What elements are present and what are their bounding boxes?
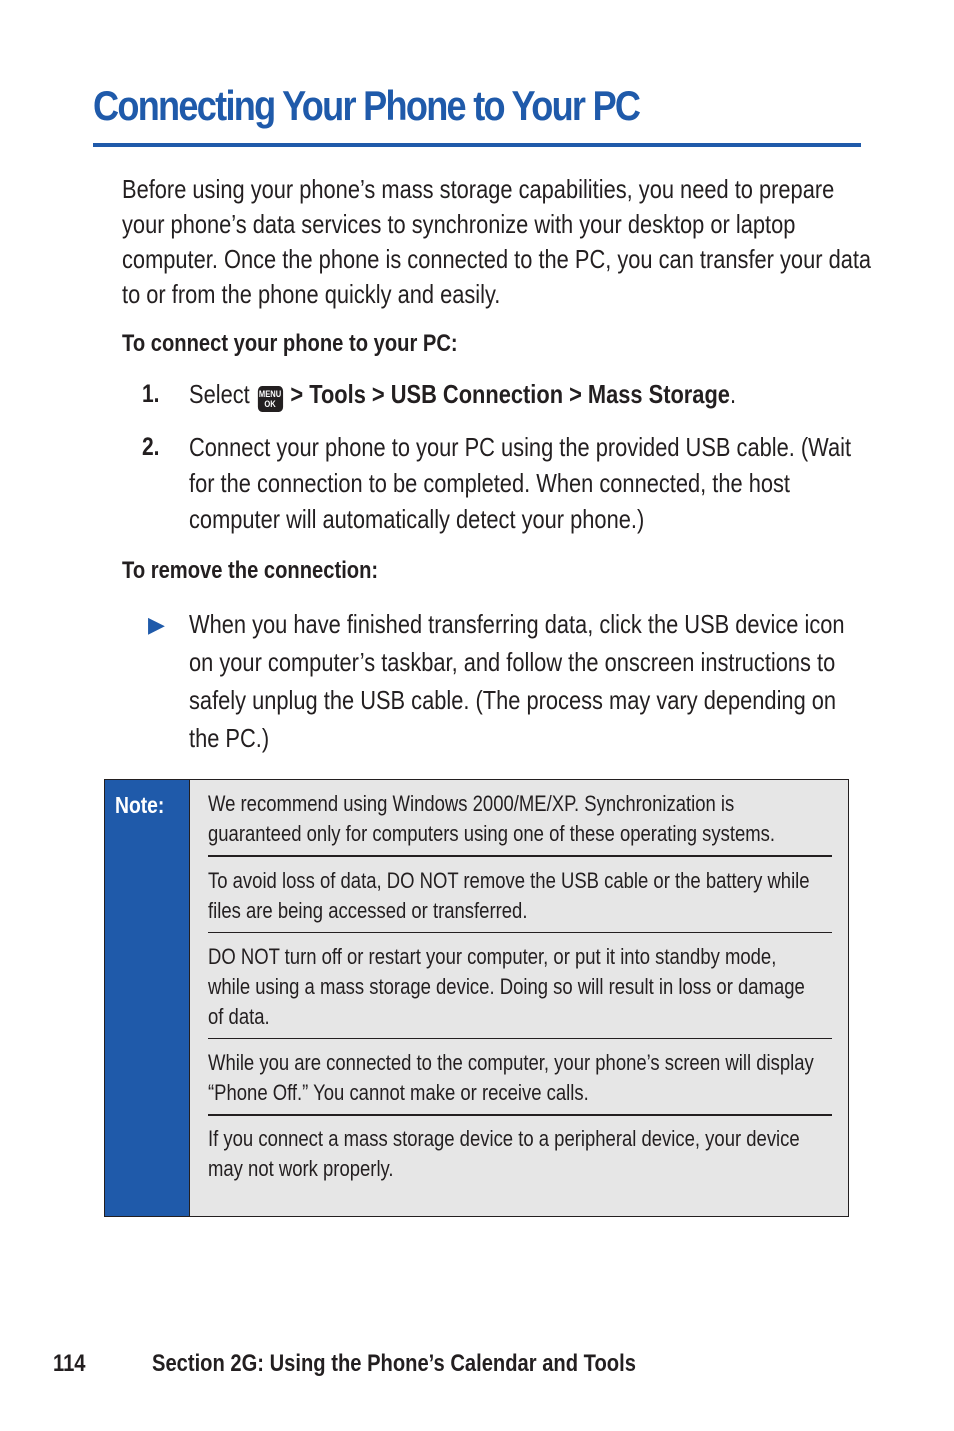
intro-line: your phone’s data services to synchronize with your desktop or laptop — [122, 209, 796, 239]
title-rule — [93, 143, 861, 147]
bullet-line: on your computer’s taskbar, and follow the onscreen instructions to — [189, 647, 836, 677]
bullet-arrow-icon: ▶ — [148, 612, 165, 637]
step-number: 1. — [142, 380, 160, 408]
bullet-text — [189, 605, 845, 757]
note-item: We recommend using Windows 2000/ME/XP. Synchronization is guaranteed only for computers using one of these operating systems. — [208, 791, 776, 846]
step-1-prefix: Select — [189, 379, 250, 409]
note-divider — [208, 1114, 832, 1116]
bullet-line: safely unplug the USB cable. (The process may vary depending on — [189, 685, 837, 715]
step-2-line: for the connection to be completed. When connected, the host — [189, 468, 790, 498]
step-2-text — [189, 429, 851, 537]
step-1-text: Select MENU OK > Tools > USB Connection > Mass Storage. — [189, 376, 736, 412]
intro-line: to or from the phone quickly and easily. — [122, 279, 501, 309]
page-title: Connecting Your Phone to Your PC — [93, 82, 640, 129]
note-divider — [208, 855, 832, 857]
step-2-line: computer will automatically detect your phone.) — [189, 504, 645, 534]
note-tab — [105, 780, 190, 1216]
intro-line: Before using your phone’s mass storage capabilities, you need to prepare — [122, 174, 835, 204]
connect-heading: To connect your phone to your PC: — [122, 330, 458, 357]
note-divider — [208, 1038, 832, 1039]
intro-paragraph — [122, 172, 871, 312]
note-item: DO NOT turn off or restart your computer, or put it into standby mode, while using a mass storage device. Doing so will result in loss or damage of data. — [208, 944, 805, 1029]
bullet-line: the PC.) — [189, 723, 270, 753]
note-box — [104, 779, 849, 1217]
page-number: 114 — [53, 1350, 86, 1377]
step-1-menu-path: > Tools > USB Connection > Mass Storage — [290, 379, 730, 409]
note-item: If you connect a mass storage device to a peripheral device, your device may not work properly. — [208, 1126, 800, 1181]
note-divider — [208, 932, 832, 933]
step-number: 2. — [142, 433, 160, 461]
step-2-line: Connect your phone to your PC using the provided USB cable. (Wait — [189, 432, 852, 462]
intro-line: computer. Once the phone is connected to the PC, you can transfer your data — [122, 244, 872, 274]
bullet-line: When you have finished transferring data, click the USB device icon — [189, 609, 845, 639]
note-item: While you are connected to the computer, your phone’s screen will display “Phone Off.” You cannot make or receive calls. — [208, 1050, 814, 1105]
note-label: Note: — [115, 792, 165, 818]
note-item: To avoid loss of data, DO NOT remove the USB cable or the battery while files are being accessed or transferred. — [208, 868, 810, 923]
remove-heading: To remove the connection: — [122, 557, 379, 584]
menu-ok-key-icon: MENU OK — [257, 386, 282, 412]
section-title: Section 2G: Using the Phone’s Calendar and Tools — [152, 1350, 636, 1377]
